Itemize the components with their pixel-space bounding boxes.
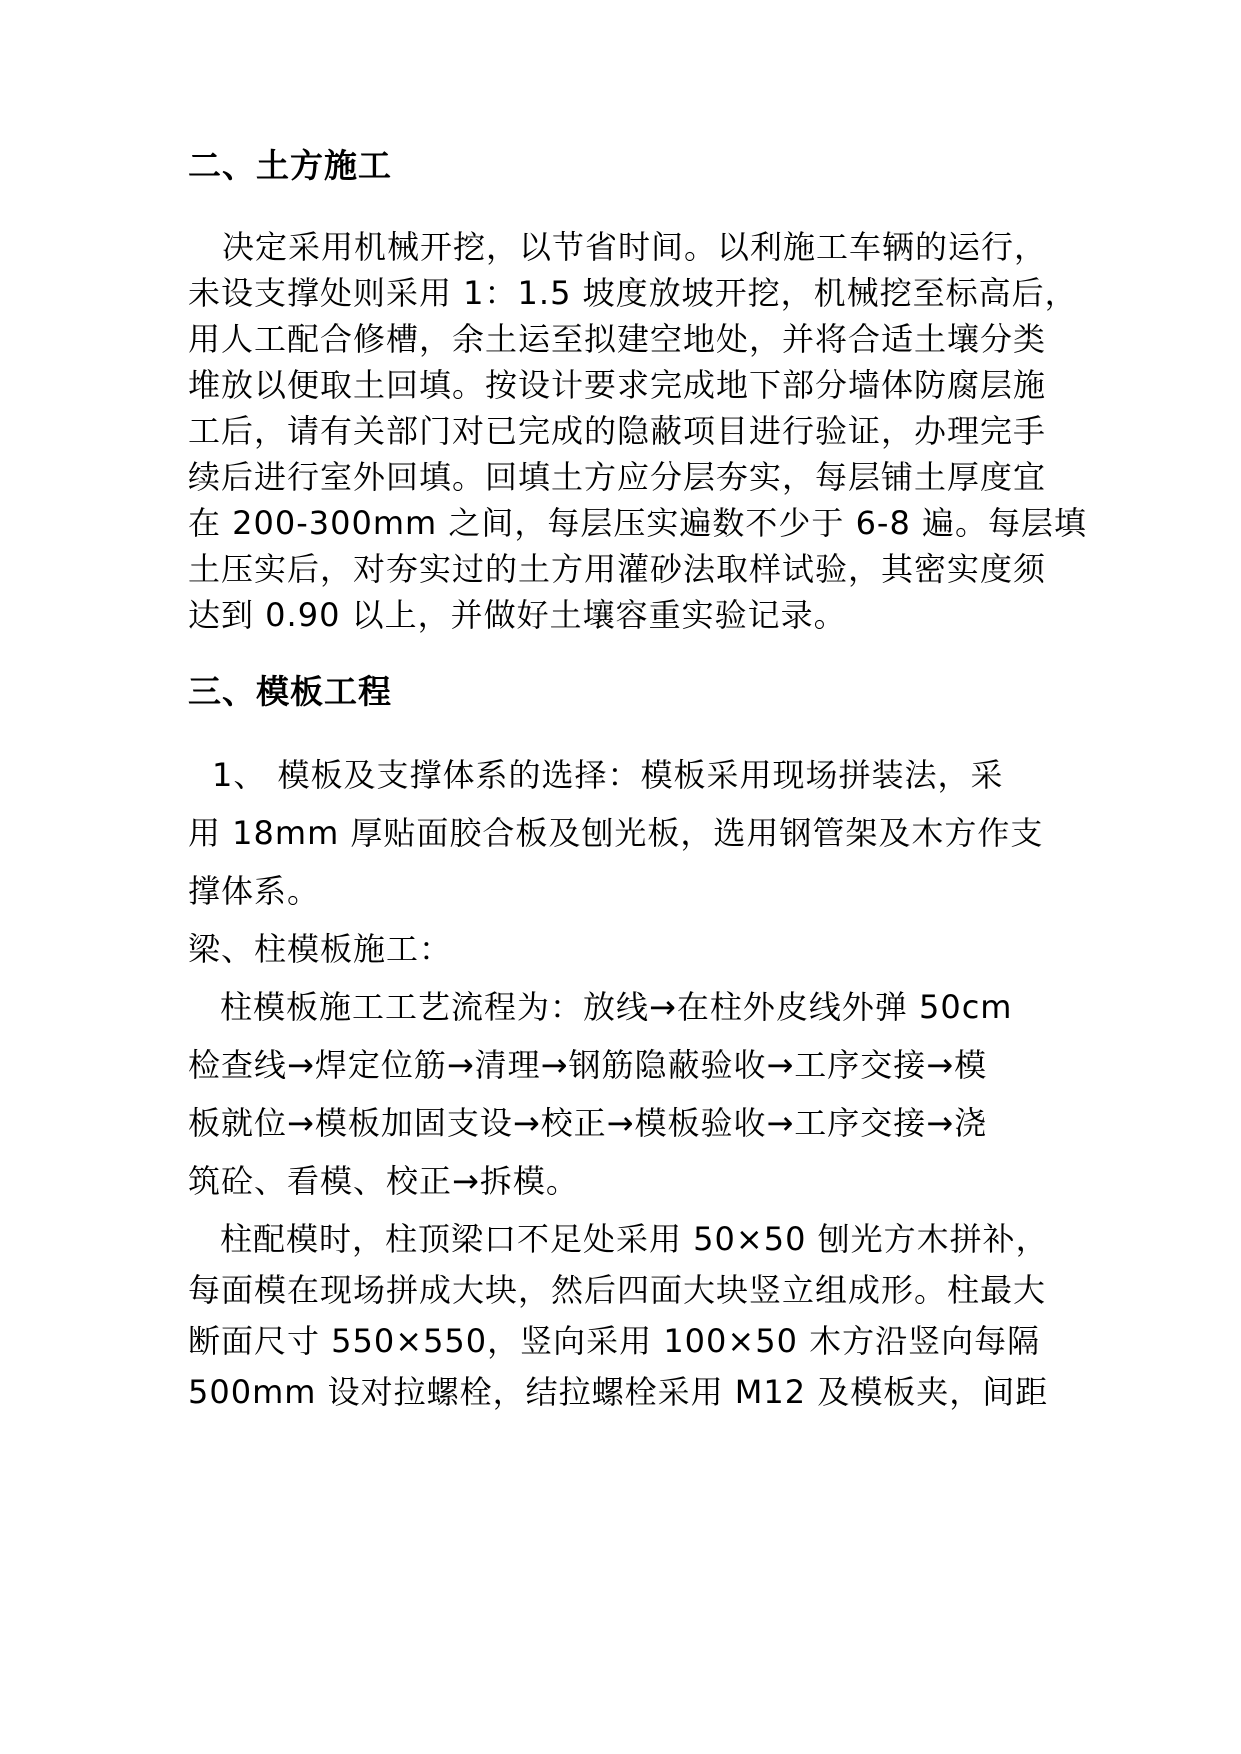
list-item-line: 撑体系。 xyxy=(188,872,321,910)
paragraph-line: 每面模在现场拼成大块，然后四面大块竖立组成形。柱最大 xyxy=(188,1271,1047,1309)
process-flow-line: 板就位→模板加固支设→校正→模板验收→工序交接→浇 xyxy=(188,1104,988,1142)
paragraph-line: 500mm 设对拉螺栓，结拉螺栓采用 M12 及模板夹，间距 xyxy=(188,1373,1049,1411)
paragraph-line: 断面尺寸 550×550，竖向采用 100×50 木方沿竖向每隔 xyxy=(188,1322,1041,1360)
paragraph-line: 堆放以便取土回填。按设计要求完成地下部分墙体防腐层施 xyxy=(188,366,1047,404)
paragraph-line: 续后进行室外回填。回填土方应分层夯实，每层铺土厚度宜 xyxy=(188,458,1047,496)
subheading-beam-column: 梁、柱模板施工： xyxy=(188,930,453,968)
list-item-line: 用 18mm 厚贴面胶合板及刨光板，选用钢管架及木方作支 xyxy=(188,814,1044,852)
paragraph-line: 土压实后，对夯实过的土方用灌砂法取样试验，其密实度须 xyxy=(188,550,1047,588)
paragraph-line: 用人工配合修槽，余土运至拟建空地处，并将合适土壤分类 xyxy=(188,320,1047,358)
section-heading-formwork: 三、模板工程 xyxy=(188,672,392,711)
paragraph-line: 未设支撑处则采用 1：1.5 坡度放坡开挖，机械挖至标高后， xyxy=(188,274,1078,312)
paragraph-line: 工后，请有关部门对已完成的隐蔽项目进行验证，办理完手 xyxy=(188,412,1047,450)
process-flow-line: 检查线→焊定位筋→清理→钢筋隐蔽验收→工序交接→模 xyxy=(188,1046,988,1084)
process-flow-line: 筑砼、看模、校正→拆模。 xyxy=(188,1162,579,1200)
paragraph-line: 在 200-300mm 之间，每层压实遍数不少于 6-8 遍。每层填 xyxy=(188,504,1088,542)
list-item-line: 1、 模板及支撑体系的选择：模板采用现场拼装法，采 xyxy=(212,756,1004,794)
paragraph-line: 柱配模时，柱顶梁口不足处采用 50×50 刨光方木拼补， xyxy=(220,1220,1049,1258)
paragraph-line: 达到 0.90 以上，并做好土壤容重实验记录。 xyxy=(188,596,847,634)
process-flow-line: 柱模板施工工艺流程为：放线→在柱外皮线外弹 50cm xyxy=(220,988,1013,1026)
paragraph-line: 决定采用机械开挖，以节省时间。以利施工车辆的运行， xyxy=(222,228,1048,266)
section-heading-earthwork: 二、土方施工 xyxy=(188,146,392,185)
